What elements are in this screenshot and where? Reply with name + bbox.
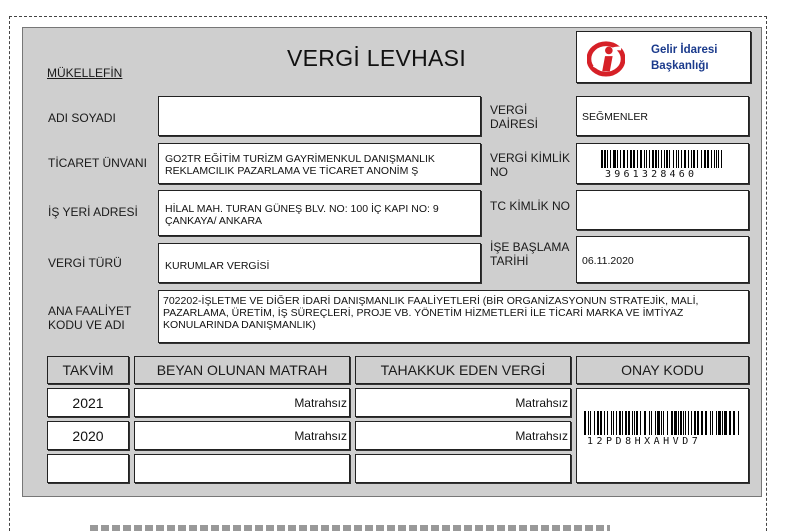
table-row-vergi: Matrahsız	[355, 421, 571, 450]
gib-logo	[576, 31, 751, 83]
vergi-kimlik-no-barcode	[601, 150, 725, 168]
vergi-kimlik-no-value: 3961328460	[605, 169, 698, 180]
ana-faaliyet-value-3: KONULARINDA DANIŞMANLIK)	[163, 319, 316, 331]
is-yeri-adresi-value-1: HİLAL MAH. TURAN GÜNEŞ BLV. NO: 100 İÇ KAPI NO: 9	[165, 203, 439, 215]
ticaret-unvani-value-1: GO2TR EĞİTİM TURİZM GAYRİMENKUL DANIŞMANLIK	[165, 153, 435, 165]
vergi-turu-field: KURUMLAR VERGİSİ	[158, 243, 481, 283]
is-yeri-adresi-label: İŞ YERİ ADRESİ	[48, 205, 138, 219]
ana-faaliyet-field	[158, 290, 749, 343]
ana-faaliyet-label: ANA FAALİYET KODU VE ADI	[48, 304, 132, 332]
ticaret-unvani-value-2: REKLAMCILIK PAZARLAMA VE TİCARET ANONİM Ş	[165, 165, 419, 177]
tc-kimlik-no-field	[576, 190, 749, 230]
barcode-bar	[722, 150, 724, 168]
table-row-matrah	[134, 454, 350, 483]
barcode-bar	[739, 411, 741, 435]
table-row-vergi	[355, 454, 571, 483]
table-row-matrah: Matrahsız	[134, 421, 350, 450]
vergi-header: TAHAKKUK EDEN VERGİ	[355, 356, 571, 384]
ticaret-unvani-label: TİCARET ÜNVANI	[48, 156, 147, 170]
vergi-dairesi-label: VERGİ DAİRESİ	[490, 103, 539, 131]
ana-faaliyet-value-2: PAZARLAMA, ÜRETİM, İŞ SÜREÇLERİ, PROJE VB. YÖNETİM HİZMETLERİ İLE TİCARİ MARKA VE İMTİYAZ	[163, 307, 684, 319]
footer-text-fragment	[90, 525, 610, 531]
ise-baslama-tarihi-label: İŞE BAŞLAMA TARİHİ	[490, 240, 570, 268]
vergi-dairesi-field: SEĞMENLER	[576, 96, 749, 136]
tc-kimlik-no-label: TC KİMLİK NO	[490, 199, 571, 213]
vergi-kimlik-no-label: VERGİ KİMLİK NO	[490, 151, 571, 179]
matrah-header: BEYAN OLUNAN MATRAH	[134, 356, 350, 384]
onay-kodu-value: 12PD8HXAHVD7	[587, 436, 702, 447]
gib-logo-text: Gelir İdaresi Başkanlığı	[651, 44, 718, 72]
takvim-header: TAKVİM	[47, 356, 129, 384]
vergi-turu-label: VERGİ TÜRÜ	[48, 256, 122, 270]
ise-baslama-tarihi-field: 06.11.2020	[576, 236, 749, 283]
onay-kodu-header: ONAY KODU	[576, 356, 749, 384]
ana-faaliyet-value-1: 702202-İŞLETME VE DİĞER İDARİ DANIŞMANLIK FAALİYETLERİ (BİR ORGANİZASYONUN STRATEJİK, MALİ,	[163, 295, 699, 307]
is-yeri-adresi-value-2: ÇANKAYA/ ANKARA	[165, 215, 263, 227]
table-row-year: 2020	[47, 421, 129, 450]
document-title: VERGİ LEVHASI	[287, 45, 467, 71]
table-row-year	[47, 454, 129, 483]
gib-logo-icon	[587, 39, 625, 77]
is-yeri-adresi-field	[158, 190, 481, 236]
onay-kodu-barcode	[584, 411, 742, 435]
onay-kodu-cell	[576, 388, 749, 483]
table-row-matrah: Matrahsız	[134, 388, 350, 417]
ticaret-unvani-field	[158, 143, 481, 184]
table-row-year: 2021	[47, 388, 129, 417]
table-row-vergi: Matrahsız	[355, 388, 571, 417]
section-label: MÜKELLEFİN	[47, 66, 123, 80]
adi-soyadi-label: ADI SOYADI	[48, 111, 116, 125]
vergi-kimlik-no-field	[576, 143, 749, 184]
adi-soyadi-field	[158, 96, 481, 136]
